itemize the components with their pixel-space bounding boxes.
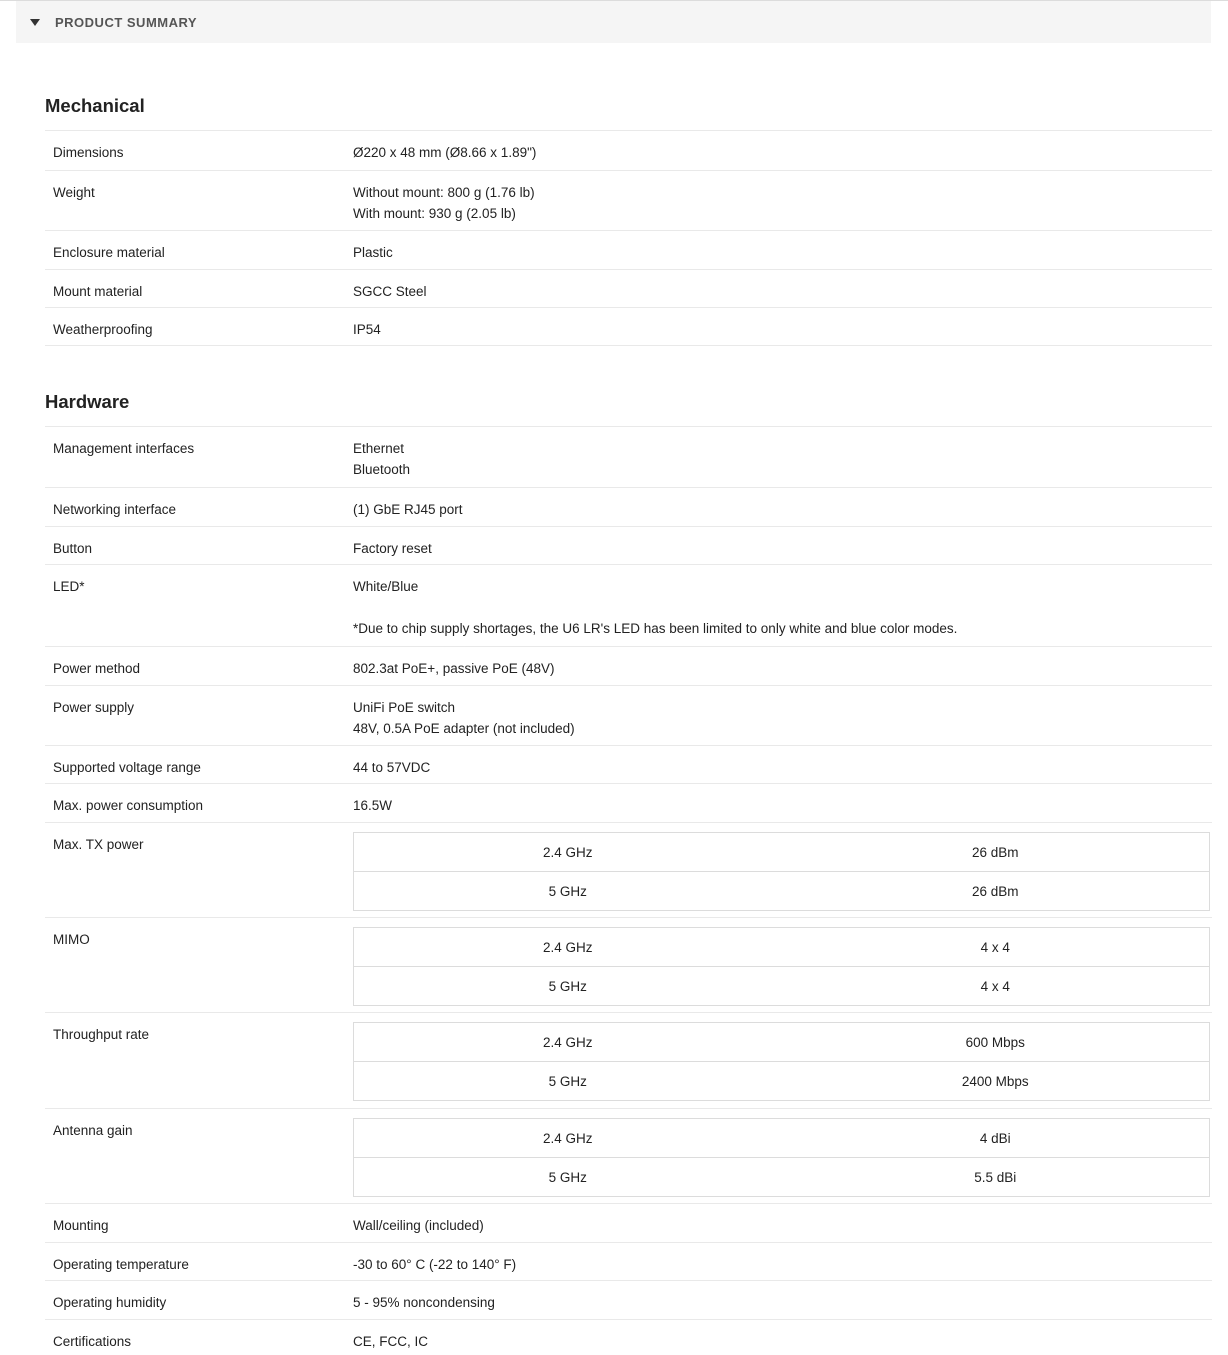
spec-row-antenna-gain xyxy=(45,1108,1212,1203)
spec-value: Without mount: 800 g (1.76 lb) With mount: 930 g (2.05 lb) xyxy=(353,185,535,221)
band-cell: 5 GHz xyxy=(548,1169,587,1185)
spec-label: LED* xyxy=(53,579,85,594)
spec-label: Operating humidity xyxy=(53,1295,167,1310)
spec-value: Plastic xyxy=(353,245,393,260)
section-title-hardware: Hardware xyxy=(45,391,130,412)
spec-label: Button xyxy=(53,541,93,556)
spec-value: Ethernet Bluetooth xyxy=(353,441,411,477)
spec-value: UniFi PoE switch 48V, 0.5A PoE adapter (not included) xyxy=(353,700,575,736)
band-value-cell: 26 dBm xyxy=(971,844,1019,860)
band-table xyxy=(353,832,1210,911)
spec-value: SGCC Steel xyxy=(353,284,427,299)
spec-row-max-power-consumption xyxy=(45,783,1212,822)
spec-row-mount-material xyxy=(45,269,1212,307)
caret-down-icon xyxy=(30,19,40,26)
spec-label: Max. TX power xyxy=(53,837,144,852)
spec-value: 16.5W xyxy=(353,798,393,813)
product-summary-title: PRODUCT SUMMARY xyxy=(55,14,198,30)
spec-label: Management interfaces xyxy=(53,441,195,456)
spec-label: Mounting xyxy=(53,1218,109,1233)
spec-value: Factory reset xyxy=(353,541,432,556)
band-row xyxy=(354,1061,1209,1100)
band-value-cell: 2400 Mbps xyxy=(961,1073,1029,1089)
spec-value: Wall/ceiling (included) xyxy=(353,1218,484,1233)
band-value-cell: 5.5 dBi xyxy=(974,1169,1017,1185)
section-title-mechanical: Mechanical xyxy=(45,95,145,116)
spec-value: 44 to 57VDC xyxy=(353,760,431,775)
spec-label: Mount material xyxy=(53,284,143,299)
spec-row-power-method xyxy=(45,646,1212,685)
spec-label: Max. power consumption xyxy=(53,798,204,813)
band-cell: 5 GHz xyxy=(548,1073,587,1089)
spec-row-supported-voltage-range xyxy=(45,745,1212,783)
spec-label: Certifications xyxy=(53,1334,132,1349)
spec-label: Power supply xyxy=(53,700,135,715)
spec-value: CE, FCC, IC xyxy=(353,1334,429,1349)
spec-label: Dimensions xyxy=(53,145,124,160)
led-footnote: *Due to chip supply shortages, the U6 LR's LED has been limited to only white and blue color modes. xyxy=(353,621,958,636)
spec-row-certifications xyxy=(45,1319,1212,1355)
band-row xyxy=(354,928,1209,966)
spec-label: Networking interface xyxy=(53,502,177,517)
spec-row-networking-interface xyxy=(45,487,1212,526)
band-value-cell: 600 Mbps xyxy=(965,1034,1025,1050)
band-row xyxy=(354,1023,1209,1061)
band-cell: 5 GHz xyxy=(548,978,587,994)
band-table xyxy=(353,927,1210,1006)
spec-row-led xyxy=(45,564,1212,646)
spec-row-weight xyxy=(45,170,1212,230)
spec-row-mounting xyxy=(45,1203,1212,1242)
spec-label: Operating temperature xyxy=(53,1257,189,1272)
band-table xyxy=(353,1118,1210,1197)
spec-row-mimo xyxy=(45,917,1212,1012)
band-cell: 2.4 GHz xyxy=(542,1130,593,1146)
band-cell: 2.4 GHz xyxy=(542,1034,593,1050)
spec-row-operating-temperature xyxy=(45,1242,1212,1280)
spec-row-weatherproofing xyxy=(45,307,1212,346)
spec-value: IP54 xyxy=(353,322,381,337)
band-value-cell: 4 x 4 xyxy=(980,939,1010,955)
band-row xyxy=(354,1119,1209,1157)
spec-label: Throughput rate xyxy=(53,1027,150,1042)
spec-row-management-interfaces xyxy=(45,426,1212,487)
spec-row-dimensions xyxy=(45,130,1212,170)
spec-label: Antenna gain xyxy=(53,1123,133,1138)
spec-label: Enclosure material xyxy=(53,245,165,260)
spec-value: (1) GbE RJ45 port xyxy=(353,502,463,517)
spec-value: -30 to 60° C (-22 to 140° F) xyxy=(353,1257,517,1272)
spec-label: Power method xyxy=(53,661,141,676)
spec-value: 5 - 95% noncondensing xyxy=(353,1295,495,1310)
band-value-cell: 4 dBi xyxy=(979,1130,1011,1146)
spec-value: 802.3at PoE+, passive PoE (48V) xyxy=(353,661,555,676)
band-value-cell: 26 dBm xyxy=(971,883,1019,899)
spec-row-power-supply xyxy=(45,685,1212,745)
band-table xyxy=(353,1022,1210,1101)
band-row xyxy=(354,1157,1209,1196)
spec-row-enclosure-material xyxy=(45,230,1212,269)
band-cell: 2.4 GHz xyxy=(542,939,593,955)
spec-row-max-tx-power xyxy=(45,822,1212,917)
spec-value: White/Blue xyxy=(353,579,419,594)
band-row xyxy=(354,966,1209,1005)
spec-row-throughput-rate xyxy=(45,1012,1212,1108)
band-row xyxy=(354,833,1209,871)
spec-row-button xyxy=(45,526,1212,564)
spec-row-operating-humidity xyxy=(45,1280,1212,1319)
product-summary-toggle[interactable] xyxy=(16,1,1211,43)
spec-label: Weight xyxy=(53,185,95,200)
band-row xyxy=(354,871,1209,910)
spec-value: Ø220 x 48 mm (Ø8.66 x 1.89") xyxy=(353,145,537,160)
band-value-cell: 4 x 4 xyxy=(980,978,1010,994)
spec-label: Supported voltage range xyxy=(53,760,201,775)
spec-label: MIMO xyxy=(53,932,90,947)
band-cell: 2.4 GHz xyxy=(542,844,593,860)
band-cell: 5 GHz xyxy=(548,883,587,899)
spec-label: Weatherproofing xyxy=(53,322,153,337)
